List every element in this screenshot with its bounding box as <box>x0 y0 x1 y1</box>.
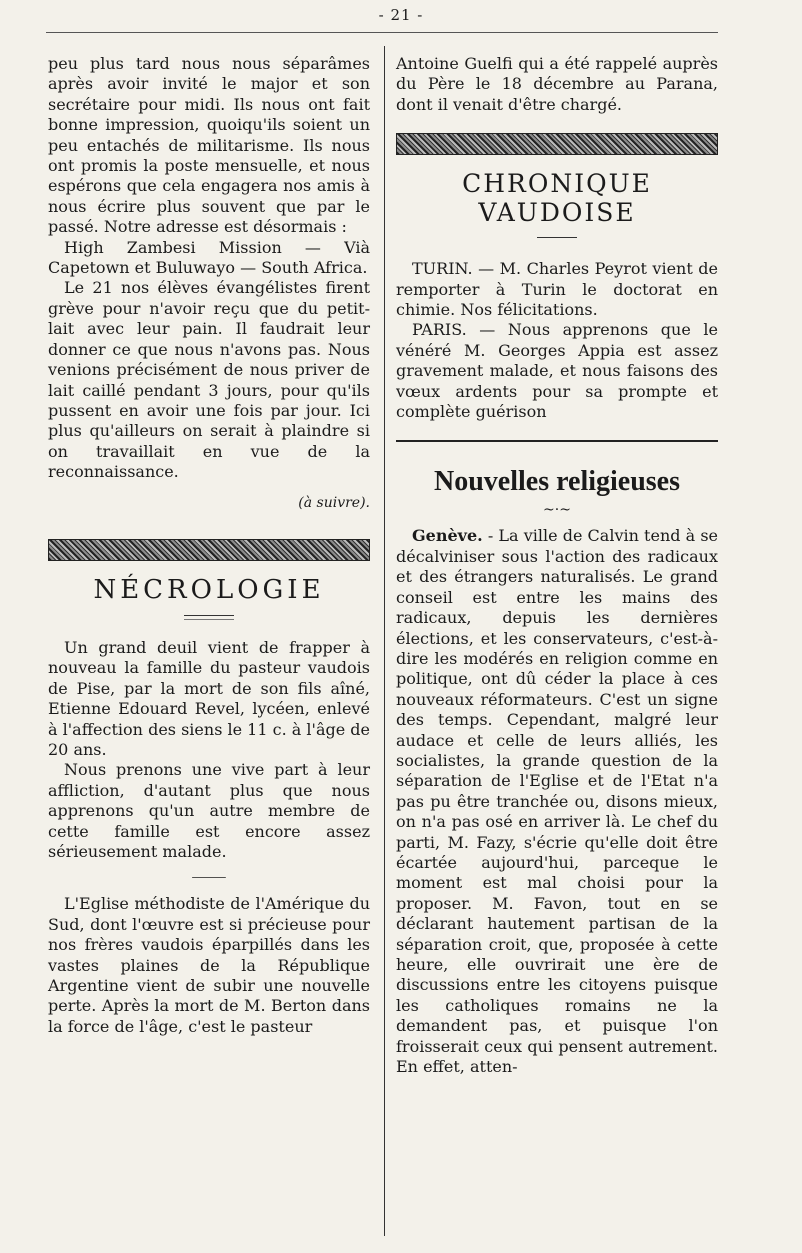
paragraph: L'Eglise méthodiste de l'Amérique du Sud, dont l'œuvre est si précieuse pour nos frères vaudois éparpillés dans les vastes plaines de la République Argentine vient de subir une nouvelle perte. Après la mort de M. Berton dans la force de l'âge, c'est le pasteur <box>48 894 370 1036</box>
paragraph: peu plus tard nous nous séparâmes après avoir invité le major et son secrétaire pour midi. Ils nous ont fait bonne impression, quoiqu'ils soient un peu entachés de militarisme. Ils nous ont promis la poste mensuelle, et nous espérons que cela engagera nos amis à nous écrire plus souvent que par le passé. Notre adresse est désormais : <box>48 54 370 237</box>
page-number: - 21 - <box>378 6 424 24</box>
paragraph: Le 21 nos élèves évangélistes firent grève pour n'avoir reçu que du petit-lait avec leur pain. Il faudrait leur donner ce que nous n'avons pas. Nous venions précisément de nous priver de lait caillé pendant 3 jours, pour qu'ils pussent en avoir une fois par jour. Ici plus qu'ailleurs on serait à plaindre si on travaillait en vue de la reconnaissance. <box>48 278 370 482</box>
paris-label: PARIS. <box>412 320 467 340</box>
paragraph: High Zambesi Mission — Vià Capetown et Buluwayo — South Africa. <box>48 237 370 278</box>
geneve-label: Genève. <box>412 526 483 546</box>
section-band <box>396 133 718 155</box>
top-rule <box>46 32 718 33</box>
small-ornament: ~·~ <box>543 502 571 519</box>
left-column <box>48 54 370 1037</box>
nouvelles-heading: Nouvelles religieuses <box>433 466 680 498</box>
necrologie-heading: NÉCROLOGIE <box>93 574 325 605</box>
section-band <box>48 539 370 561</box>
ornament-divider <box>537 237 577 241</box>
turin-label: TURIN. <box>412 259 473 279</box>
column-divider <box>384 46 385 1236</box>
geneve-paragraph <box>396 526 718 1077</box>
turin-paragraph <box>396 259 718 320</box>
paris-paragraph <box>396 320 718 422</box>
paragraph: Nous prenons une vive part à leur affliction, d'autant plus que nous apprenons qu'un autre membre de cette famille est encore assez sérieusement malade. <box>48 760 370 861</box>
section-rule <box>396 440 718 442</box>
to-be-continued: (à suivre). <box>298 494 370 511</box>
turin-text: — M. Charles Peyrot vient de remporter à Turin le doctorat en chimie. Nos félicitations. <box>396 259 718 320</box>
small-ornament: ⸻ <box>191 869 227 886</box>
paragraph: Un grand deuil vient de frapper à nouveau la famille du pasteur vaudois de Pise, par la mort de son fils aîné, Etienne Edouard Revel, lycéen, enlevé à l'affection des siens le 11 c. à l'âge de 20 ans. <box>48 637 370 759</box>
paris-text: — Nous apprenons que le vénéré M. Georges Appia est assez gravement malade, et nous faisons des vœux ardents pour sa prompte et complète guérison <box>396 320 718 422</box>
geneve-text: - La ville de Calvin tend à se décalviniser sous l'action des radicaux et des étrangers naturalisés. Le grand conseil est entre les mains des radicaux, depuis les dernières élections, et les conservateurs, c'est-à-dire les modérés en religion comme en politique, ont dû céder la place à ces nouveaux réformateurs. C'est un signe des temps. Cependant, malgré leur audace et celle de leurs alliés, les socialistes, la grande question de la séparation de l'Eglise et de l'Etat n'a pas pu être tranchée ou, disons mieux, on n'a pas osé en arriver là. Le chef du parti, M. Fazy, s'écrie qu'elle doit être écartée aujourd'hui, parceque le moment est mal choisi pour la proposer. M. Favon, tout en se déclarant hautement partisan de la séparation croit, que, proposée à cette heure, elle ouvrirait une ère de discussions entre les citoyens puisque les catholiques romains ne la demandent pas, et puisque l'on froisserait ceux qui pensent autrement. En effet, atten- <box>396 526 718 1077</box>
right-column <box>396 54 718 1077</box>
chronique-heading: CHRONIQUE VAUDOISE <box>462 169 652 228</box>
ornament-divider <box>184 615 234 620</box>
paragraph: Antoine Guelfi qui a été rappelé auprès du Père le 18 décembre au Parana, dont il venait d'être chargé. <box>396 54 718 114</box>
